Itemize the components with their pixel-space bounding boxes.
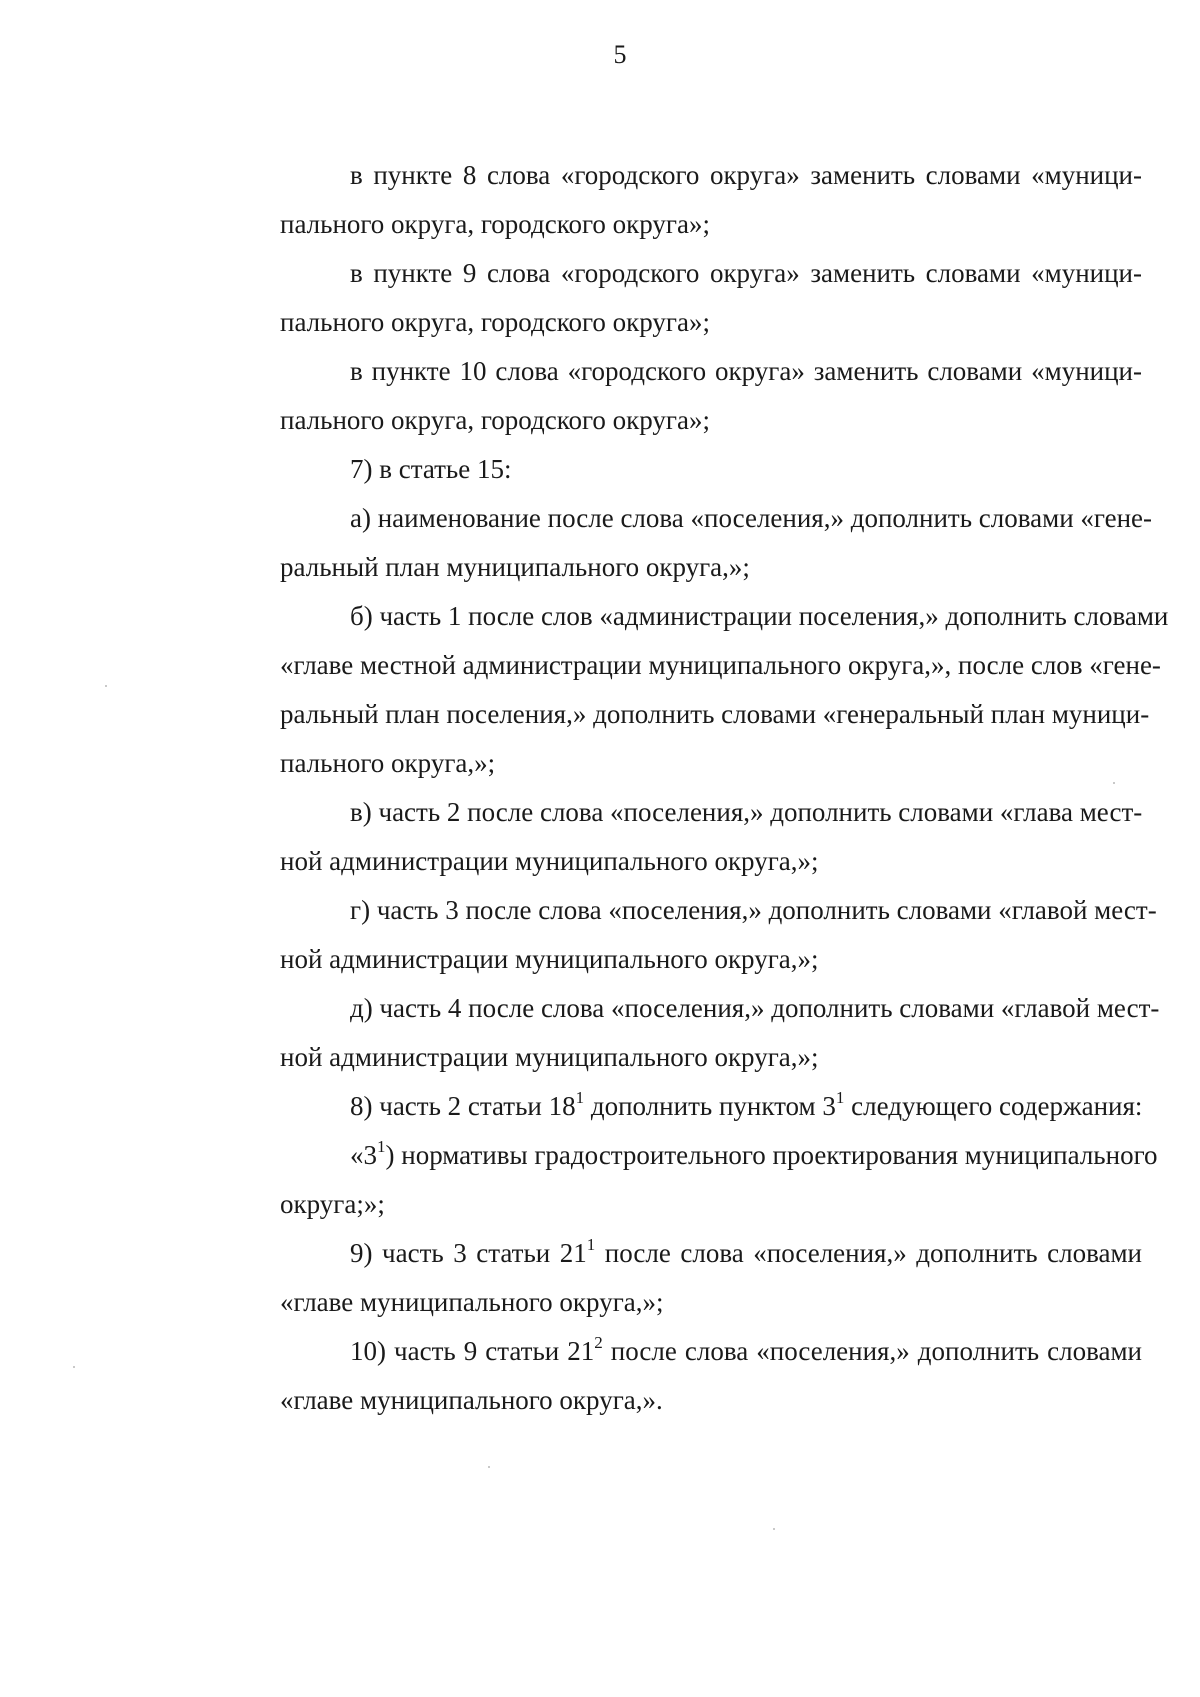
paragraph-item-d <box>210 984 1160 1082</box>
paragraph-article-18-1 <box>210 1082 1142 1131</box>
page-number: 5 <box>613 40 627 69</box>
text-line: 7) в статье 15: <box>350 454 512 484</box>
text-line <box>210 1082 1142 1131</box>
paragraph-clause-9 <box>210 249 1142 347</box>
scan-speck <box>773 1528 775 1530</box>
text-line: ральный план муниципального округа,»; <box>280 552 750 582</box>
paragraph-item-b <box>210 592 1169 788</box>
text-line: г) часть 3 после слова «поселения,» дополнить словами «главой мест- <box>350 895 1157 925</box>
text-run: дополнить пунктом 3 <box>584 1091 836 1121</box>
text-line: ной администрации муниципального округа,»; <box>280 1042 819 1072</box>
paragraph-clause-3-1 <box>210 1131 1158 1229</box>
document-body <box>210 151 1169 1425</box>
scan-speck <box>73 1366 75 1368</box>
text-line: пального округа, городского округа»; <box>280 209 710 239</box>
paragraph-article-15-heading <box>210 445 1142 494</box>
paragraph-clause-8 <box>210 151 1142 249</box>
text-run: 10) часть 9 статьи 21 <box>350 1336 595 1366</box>
paragraph-item-v <box>210 788 1142 886</box>
text-run: после слова «поселения,» дополнить словами <box>602 1336 1142 1366</box>
scan-speck <box>488 1466 490 1468</box>
text-line: пального округа, городского округа»; <box>280 307 710 337</box>
paragraph-article-21-1 <box>210 1229 1142 1327</box>
text-line <box>210 1229 1142 1278</box>
text-run: после слова «поселения,» дополнить словами <box>595 1238 1142 1268</box>
text-line: ной администрации муниципального округа,»; <box>280 944 819 974</box>
paragraph-article-21-2 <box>210 1327 1142 1425</box>
text-line <box>210 1131 1158 1180</box>
text-run: 9) часть 3 статьи 21 <box>350 1238 587 1268</box>
text-line: «главе местной администрации муниципального округа,», после слов «гене- <box>280 650 1161 680</box>
text-line: ной администрации муниципального округа,»; <box>280 846 819 876</box>
text-line: в пункте 8 слова «городского округа» заменить словами «муници- <box>350 160 1142 190</box>
superscript: 1 <box>835 1088 845 1108</box>
paragraph-clause-10 <box>210 347 1142 445</box>
text-line: «главе муниципального округа,»; <box>280 1287 664 1317</box>
text-run: следующего содержания: <box>844 1091 1143 1121</box>
text-line: пального округа, городского округа»; <box>280 405 710 435</box>
superscript: 1 <box>586 1235 596 1255</box>
text-run: «3 <box>350 1140 377 1170</box>
paragraph-item-a <box>210 494 1153 592</box>
text-line: пального округа,»; <box>280 748 496 778</box>
scan-speck <box>1113 782 1115 784</box>
text-line: д) часть 4 после слова «поселения,» дополнить словами «главой мест- <box>350 993 1160 1023</box>
text-line: ральный план поселения,» дополнить словами «генеральный план муници- <box>280 699 1150 729</box>
superscript: 1 <box>377 1137 386 1157</box>
scan-speck <box>105 685 107 687</box>
text-line: б) часть 1 после слов «администрации поселения,» дополнить словами <box>350 601 1169 631</box>
text-line: округа;»; <box>280 1189 385 1219</box>
text-line <box>210 1327 1142 1376</box>
text-line: в) часть 2 после слова «поселения,» дополнить словами «глава мест- <box>350 797 1143 827</box>
text-run: 8) часть 2 статьи 18 <box>350 1091 576 1121</box>
superscript: 2 <box>594 1333 603 1353</box>
text-line: а) наименование после слова «поселения,» дополнить словами «гене- <box>350 503 1153 533</box>
paragraph-item-g <box>210 886 1157 984</box>
text-line: в пункте 10 слова «городского округа» заменить словами «муници- <box>350 356 1142 386</box>
superscript: 1 <box>575 1088 585 1108</box>
text-line: «главе муниципального округа,». <box>280 1385 663 1415</box>
text-run: ) нормативы градостроительного проектирования муниципального <box>385 1140 1158 1170</box>
text-line: в пункте 9 слова «городского округа» заменить словами «муници- <box>350 258 1142 288</box>
